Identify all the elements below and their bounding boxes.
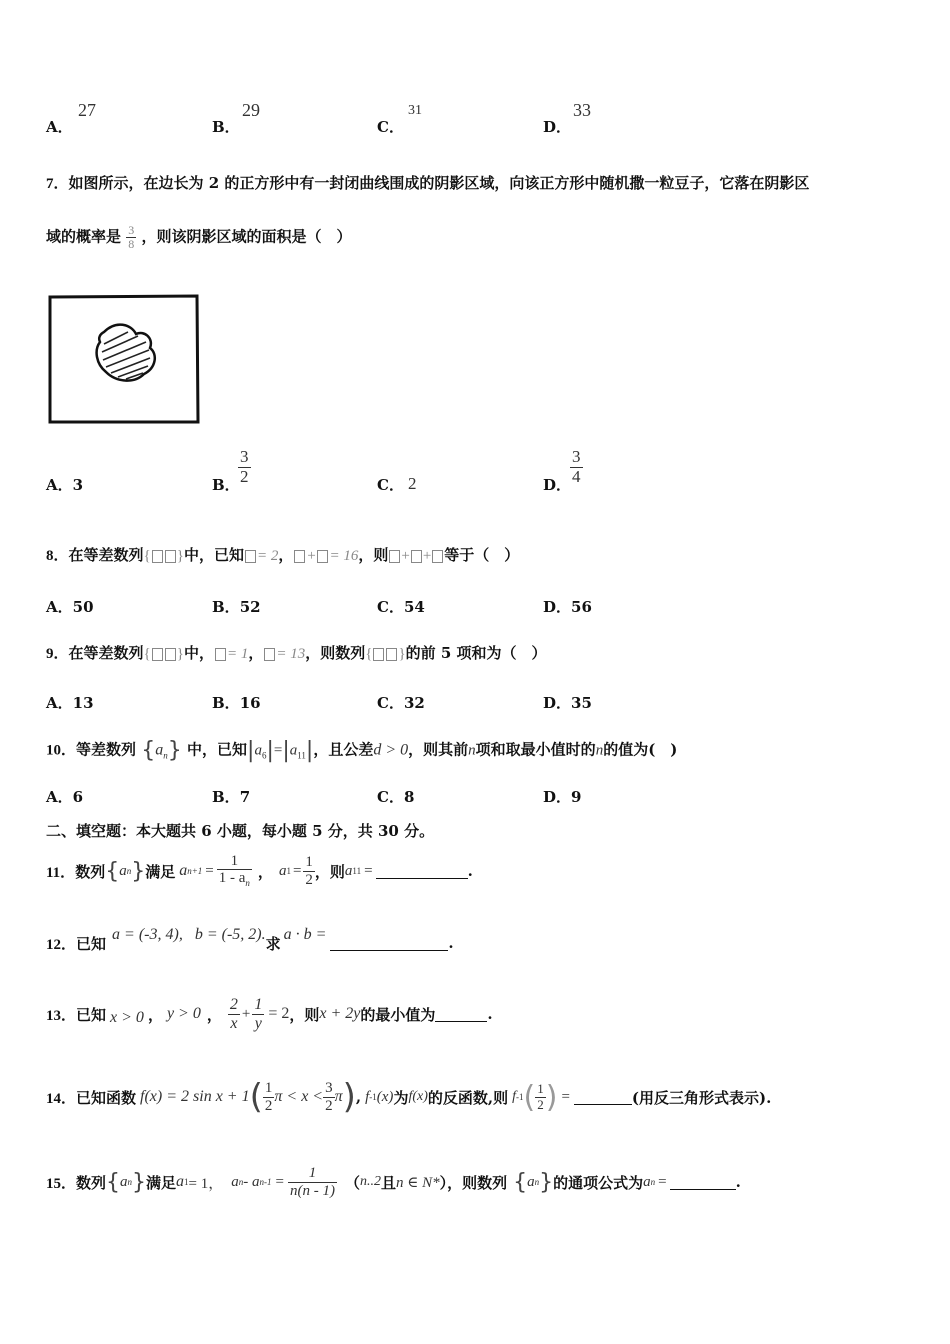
q7-option-c-label: C． — [377, 476, 404, 494]
q8-a5-glyph-icon — [411, 550, 422, 563]
q9-option-a: A．13 — [46, 694, 94, 712]
q8-stem: 8．在等差数列{ }中，已知 = 2， + = 16，则 + + 等于（ ） — [46, 546, 520, 564]
q7-option-c-value: 2 — [408, 474, 417, 493]
q8-option-c: C．54 — [377, 598, 425, 616]
q7-line1: 7．如图所示，在边长为 2 的正方形中有一封闭曲线围成的阴影区域，向该正方形中随机撒一粒豆子，它落在阴影区 — [46, 174, 810, 192]
q8-option-d: D．56 — [543, 598, 592, 616]
q15-recurrence-fraction: $\frac{1}{n(n - 1)}$ — [289, 1165, 335, 1199]
q6-option-a-value: 27 — [78, 100, 96, 120]
q8-option-a: A．50 — [46, 598, 94, 616]
q9-a1-glyph-icon — [215, 648, 226, 661]
q8-option-b: B．52 — [212, 598, 261, 616]
q14-stem: 14． 已知函数 f(x) = 2 sin x + 1 ( $\frac{1}{2}$ π < x < $\frac{3}{2}$ π ) , f -1 (x) 为 f(x) 的反函数,则 f -1 ( $\frac{1}{2}$ ) = (用反三角形式表示). — [46, 1077, 772, 1117]
q7-option-b-label: B． — [212, 476, 240, 494]
q7-option-d-label: D． — [543, 476, 572, 494]
q7-option-d-fraction: $\frac{3}{4}$ — [572, 447, 581, 486]
q6-option-b-value: 29 — [242, 100, 260, 120]
q15-answer-blank[interactable] — [670, 1175, 736, 1190]
q11-answer-blank[interactable] — [376, 864, 468, 879]
q12-answer-blank[interactable] — [330, 936, 448, 951]
q14-domain-fraction-2: $\frac{3}{2}$ — [325, 1080, 333, 1114]
q8-a2-glyph-icon — [294, 550, 305, 563]
q9-stem: 9．在等差数列{ }中， = 1， = 13，则数列{ }的前 5 项和为（ ） — [46, 644, 547, 662]
q6-option-d-value: 33 — [573, 100, 591, 120]
q8-seq-brace-icon: { } — [143, 548, 184, 564]
q15-stem: 15． 数列 { a n } 满足 a 1 = 1， a n - a n-1 = $\frac{1}{n(n - 1)}$ （ n..2 且 n ∈ N* ），则数列 { a n } 的通项公式为 a n = . — [46, 1165, 741, 1199]
q9-seq-brace-icon: { } — [143, 646, 184, 662]
q9-seq2-brace-icon: { } — [365, 646, 406, 662]
q11-stem: 11． 数列 { a n } 满足 a n+1 = $\frac{1}{1 - a_n}$ ， a 1 = $\frac{1}{2}$ ，则 a 11 = . — [46, 852, 473, 889]
q6-option-c-value: 31 — [408, 103, 422, 118]
q7-option-b-fraction: $\frac{3}{2}$ — [240, 447, 249, 486]
q10-option-b: B．7 — [212, 788, 251, 806]
q7-probability-fraction: $\frac{3}{8}$ — [128, 223, 135, 252]
q6-option-b-label: B． — [212, 118, 240, 136]
q8-a3-glyph-icon — [317, 550, 328, 563]
q13-stem: 13． 已知 x > 0 ， y > 0 ， $\frac{2}{x}$ + $\frac{1}{y}$ = 2 ，则 x + 2y 的最小值为 . — [46, 995, 493, 1032]
q13-fraction-1-over-y: $\frac{1}{y}$ — [254, 995, 263, 1032]
q9-option-b: B．16 — [212, 694, 261, 712]
q6-option-a-label: A． — [46, 118, 73, 136]
q13-answer-blank[interactable] — [435, 1007, 487, 1022]
q7-square-outline — [50, 296, 198, 422]
q8-a4-glyph-icon — [389, 550, 400, 563]
q8-a1-glyph-icon — [245, 550, 256, 563]
q10-option-d: D．9 — [543, 788, 582, 806]
q14-half-fraction: $\frac{1}{2}$ — [537, 1081, 544, 1112]
q7-line2: 域的概率是 $\frac{3}{8}$ ，则该阴影区域的面积是（ ） — [46, 223, 352, 252]
q12-stem: 12． 已知 a = (-3, 4), b = (-5, 2). 求 a · b = . — [46, 926, 454, 953]
q7-square-figure — [46, 292, 202, 428]
q8-a6-glyph-icon — [432, 550, 443, 563]
q9-option-c: C．32 — [377, 694, 425, 712]
q14-answer-blank[interactable] — [574, 1090, 632, 1105]
q7-option-a: A．3 — [46, 476, 84, 494]
q10-option-a: A．6 — [46, 788, 84, 806]
section2-heading: 二、填空题：本大题共 6 小题，每小题 5 分，共 30 分。 — [46, 822, 435, 840]
q14-domain-fraction-1: $\frac{1}{2}$ — [264, 1080, 273, 1114]
q6-option-d-label: D． — [543, 118, 572, 136]
q9-a5-glyph-icon — [264, 648, 275, 661]
q6-option-c-label: C． — [377, 118, 404, 136]
q7-hatch-lines — [102, 332, 150, 379]
q11-a1-fraction: $\frac{1}{2}$ — [305, 854, 313, 888]
q13-fraction-2-over-x: $\frac{2}{x}$ — [229, 995, 238, 1032]
q11-recurrence-fraction: $\frac{1}{1 - a_n}$ — [218, 852, 250, 889]
q10-stem: 10．等差数列 $\{a_n\}$ 中，已知$|a_6|=|a_{11}|$，且公差d > 0，则其前n项和取最小值时的n的值为( ) — [46, 738, 678, 763]
q10-option-c: C．8 — [377, 788, 415, 806]
q9-option-d: D．35 — [543, 694, 592, 712]
